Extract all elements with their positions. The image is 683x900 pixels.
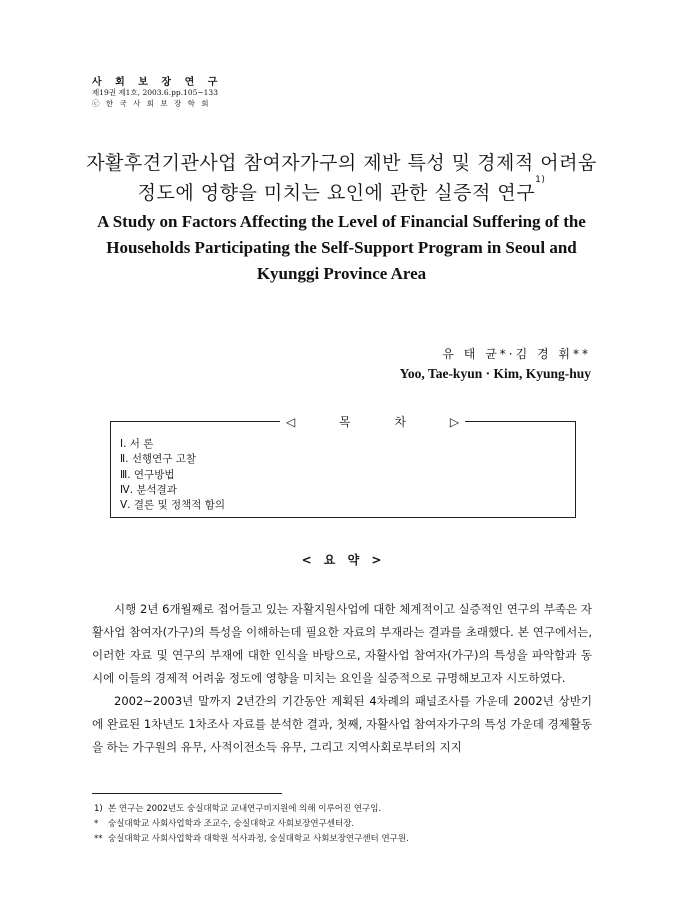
footnote-text: 숭실대학교 사회사업학과 조교수, 숭실대학교 사회보장연구센터장. <box>108 819 355 829</box>
title-footnote-mark: 1) <box>535 175 546 185</box>
abstract-paragraph: 시행 2년 6개월째로 접어들고 있는 자활지원사업에 대한 체계적이고 실증적인 연구의 부족은 자활사업 참여자(가구)의 특성을 이해하는데 필요한 자료의 부재라는 결과를 초래했다. 본 연구에서는, 이러한 자료 및 연구의 부재에 대한 인식을 바탕으로, 자활사업 참여자(가구)의 특성을 파악함과 동시에 이들의 경제적 어려움 정도에 영향을 미치는 요인을 실증적으로 규명해보고자 시도하였다. <box>92 602 592 685</box>
journal-copyright: ⓒ 한 국 사 회 보 장 학 회 <box>92 99 211 108</box>
authors-english: Yoo, Tae-kyun · Kim, Kyung-huy <box>399 366 591 381</box>
authors-korean: 유 태 균*·김 경 휘** <box>442 347 591 361</box>
footnote-mark: ** <box>94 834 103 844</box>
english-title-line-2: Households Participating the Self-Support Program in Seoul and <box>106 238 577 257</box>
toc-item: Ⅲ. 연구방법 <box>120 468 175 481</box>
abstract-paragraph: 2002~2003년 말까지 2년간의 기간동안 계획된 4차례의 패널조사를 가운데 2002년 상반기에 완료된 1차년도 1차조사 자료를 분석한 결과, 첫째, 자활사업 참여자가구의 특성 가운데 경제활동을 하는 가구원의 유무, 사적이전소득 유무, 그리고 지역사회로부터의 지지 <box>92 694 592 754</box>
footnote <box>94 802 409 817</box>
summary-heading: < 요 약 > <box>301 553 382 567</box>
table-of-contents-heading: ◁ 목 차 ▷ <box>280 413 465 430</box>
footnote-text: 본 연구는 2002년도 숭실대학교 교내연구비지원에 의해 이루어진 연구임. <box>108 804 382 814</box>
table-of-contents-list <box>120 437 225 513</box>
footnotes <box>94 802 409 847</box>
footnote-mark: 1) <box>94 804 103 814</box>
toc-item: Ⅰ. 서 론 <box>120 438 154 450</box>
journal-issue: 제19권 제1호, 2003.6.pp.105~133 <box>92 88 218 97</box>
footnote <box>94 832 409 847</box>
footnote-text: 숭실대학교 사회사업학과 대학원 석사과정, 숭실대학교 사회보장연구센터 연구원. <box>108 834 409 844</box>
abstract-body <box>92 598 592 759</box>
korean-title-line-2 <box>0 175 683 205</box>
korean-title-line-1: 자활후견기관사업 참여자가구의 제반 특성 및 경제적 어려움 <box>86 152 597 174</box>
korean-title-line-2-text: 정도에 영향을 미치는 요인에 관한 실증적 연구 <box>137 182 536 204</box>
footnote-mark: * <box>94 819 99 829</box>
toc-item: Ⅱ. 선행연구 고찰 <box>120 453 197 466</box>
english-title-line-3: Kyunggi Province Area <box>256 264 427 283</box>
footnote <box>94 817 409 832</box>
journal-name: 사 회 보 장 연 구 <box>92 77 223 88</box>
toc-item: Ⅳ. 분석결과 <box>120 483 177 496</box>
toc-item: Ⅴ. 결론 및 정책적 함의 <box>120 499 226 512</box>
footnote-divider <box>92 793 282 794</box>
english-title-line-1: A Study on Factors Affecting the Level of Financial Suffering of the <box>97 212 586 231</box>
